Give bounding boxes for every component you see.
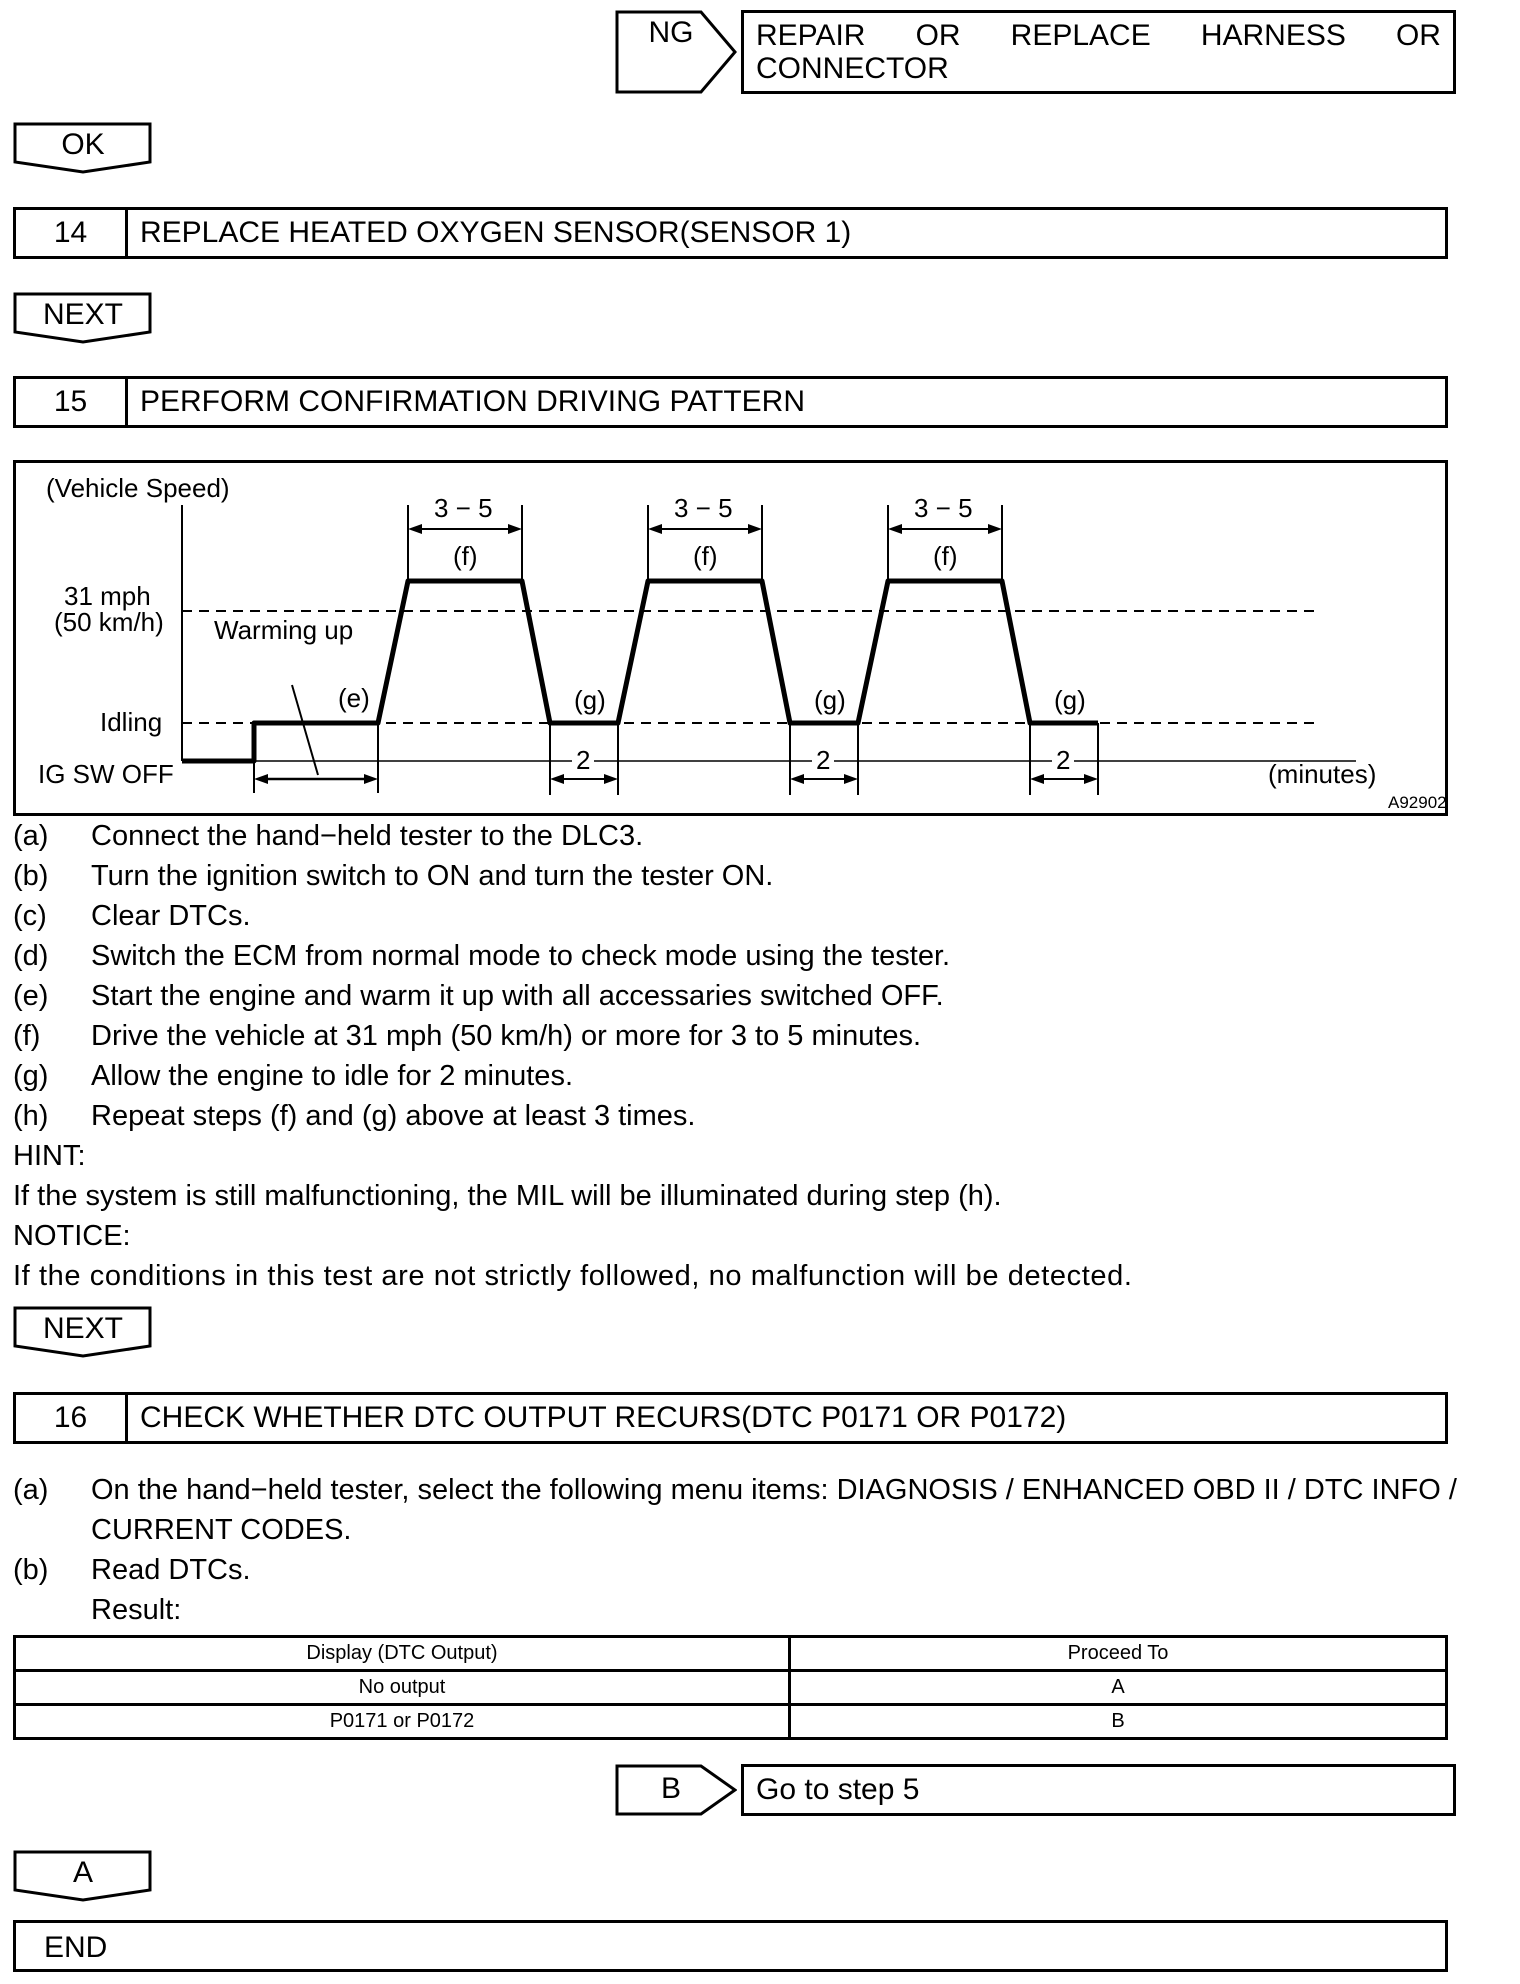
procedure-step	[13, 896, 1453, 936]
ng-branch-tag	[615, 10, 737, 94]
ng-action-word: OR	[1395, 19, 1441, 52]
step-letter: (d)	[13, 940, 49, 972]
step-text: Repeat steps (f) and (g) above at least 3 times.	[91, 1100, 696, 1132]
procedure-step	[13, 1590, 1458, 1630]
column-header: Proceed To	[790, 1637, 1447, 1671]
step-f-label: (f)	[933, 541, 958, 571]
step-letter: (g)	[13, 1060, 49, 1092]
table-cell: A	[790, 1671, 1447, 1705]
step-f-label: (f)	[693, 541, 718, 571]
step-text: Connect the hand−held tester to the DLC3.	[91, 820, 644, 852]
step-g-label: (g)	[1054, 685, 1086, 715]
y-axis-label: (Vehicle Speed)	[46, 473, 230, 503]
a-flag	[13, 1850, 153, 1902]
step-14-header	[13, 207, 1448, 259]
b-label: B	[660, 1772, 681, 1805]
idle-duration-label: 2	[572, 745, 594, 776]
drive-duration-label: 3 − 5	[674, 493, 733, 523]
step-letter: (b)	[13, 860, 49, 892]
table-cell: B	[790, 1705, 1447, 1739]
step-text: Start the engine and warm it up with all accessaries switched OFF.	[91, 980, 944, 1012]
end-box: END	[13, 1920, 1448, 1972]
step-text: Read DTCs.	[91, 1554, 251, 1586]
table-cell: No output	[15, 1671, 790, 1705]
step-15-header	[13, 376, 1448, 428]
driving-pattern-diagram	[13, 460, 1448, 816]
figure-id: A92902	[1388, 793, 1447, 812]
procedure-step	[13, 1550, 1458, 1590]
step-text: Switch the ECM from normal mode to check mode using the tester.	[91, 940, 951, 972]
procedure-step	[13, 856, 1453, 896]
step-letter: (a)	[13, 820, 49, 852]
speed-label-kmh: (50 km/h)	[54, 607, 164, 637]
x-unit-label: (minutes)	[1268, 759, 1377, 789]
drive-duration-label: 3 − 5	[914, 493, 973, 523]
b-action-text: Go to step 5	[756, 1773, 920, 1806]
a-label: A	[72, 1856, 93, 1889]
step-title: PERFORM CONFIRMATION DRIVING PATTERN	[140, 385, 805, 418]
procedure-step	[13, 1056, 1453, 1096]
step-number: 14	[16, 210, 128, 256]
next-flag	[13, 1306, 153, 1358]
step-title: CHECK WHETHER DTC OUTPUT RECURS(DTC P0171 OR P0172)	[140, 1401, 1067, 1434]
b-action-box	[741, 1764, 1456, 1816]
step-letter: (a)	[13, 1474, 49, 1506]
ng-action-box	[741, 10, 1456, 94]
column-header: Display (DTC Output)	[15, 1637, 790, 1671]
notice-label: NOTICE:	[13, 1220, 131, 1252]
ng-action-word: OR	[915, 19, 961, 52]
step-text: Clear DTCs.	[91, 900, 251, 932]
drive-duration-label: 3 − 5	[434, 493, 493, 523]
step-f-label: (f)	[453, 541, 478, 571]
step-e-label: (e)	[338, 683, 370, 713]
step-letter: (c)	[13, 900, 47, 932]
step-number: 16	[16, 1395, 128, 1441]
step-text: Drive the vehicle at 31 mph (50 km/h) or more for 3 to 5 minutes.	[91, 1020, 922, 1052]
step-letter: (e)	[13, 980, 49, 1012]
next-label: NEXT	[42, 298, 123, 331]
step-g-label: (g)	[574, 685, 606, 715]
speed-label-mph: 31 mph	[64, 581, 151, 611]
next-label: NEXT	[42, 1312, 123, 1345]
procedure-step	[13, 936, 1453, 976]
speed-profile	[182, 581, 1098, 761]
step-text: Allow the engine to idle for 2 minutes.	[91, 1060, 573, 1092]
step-16-procedure	[13, 1470, 1458, 1630]
off-label: IG SW OFF	[38, 759, 174, 789]
table-cell: P0171 or P0172	[15, 1705, 790, 1739]
step-letter: (b)	[13, 1554, 49, 1586]
procedure-step	[13, 1016, 1453, 1056]
idle-duration-label: 2	[1052, 745, 1074, 776]
procedure-step	[13, 976, 1453, 1016]
b-branch-tag	[615, 1764, 737, 1816]
step-16-header	[13, 1392, 1448, 1444]
table-row	[15, 1671, 1447, 1705]
result-label: Result:	[91, 1594, 182, 1626]
notice-text: If the conditions in this test are not strictly followed, no malfunction will be detected.	[13, 1260, 1133, 1292]
ng-action-word: REPAIR	[756, 19, 866, 52]
ng-action-line2: CONNECTOR	[756, 52, 949, 85]
result-table	[13, 1635, 1448, 1740]
next-flag	[13, 292, 153, 344]
step-g-label: (g)	[814, 685, 846, 715]
step-number: 15	[16, 379, 128, 425]
ng-label: NG	[648, 16, 694, 49]
procedure-step	[13, 816, 1453, 856]
step-title: REPLACE HEATED OXYGEN SENSOR(SENSOR 1)	[140, 216, 852, 249]
ok-flag	[13, 122, 153, 174]
ng-action-word: HARNESS	[1200, 19, 1346, 52]
table-header-row	[15, 1637, 1447, 1671]
procedure-step	[13, 1470, 1458, 1550]
step-text: Turn the ignition switch to ON and turn the tester ON.	[91, 860, 774, 892]
table-row	[15, 1705, 1447, 1739]
step-letter	[13, 1590, 91, 1630]
step-letter: (h)	[13, 1100, 49, 1132]
warmup-label: Warming up	[214, 615, 354, 645]
step-text: On the hand−held tester, select the following menu items: DIAGNOSIS / ENHANCED OBD II / DTC INFO / CURRENT CODES.	[91, 1474, 1457, 1546]
procedure-step	[13, 1096, 1453, 1136]
hint-label: HINT:	[13, 1140, 86, 1172]
idle-label: Idling	[100, 707, 163, 737]
step-15-procedure	[13, 816, 1453, 1136]
ok-label: OK	[61, 128, 105, 161]
idle-duration-label: 2	[812, 745, 834, 776]
ng-action-word: REPLACE	[1010, 19, 1151, 52]
step-letter: (f)	[13, 1020, 41, 1052]
hint-text: If the system is still malfunctioning, the MIL will be illuminated during step (h).	[13, 1180, 1002, 1212]
